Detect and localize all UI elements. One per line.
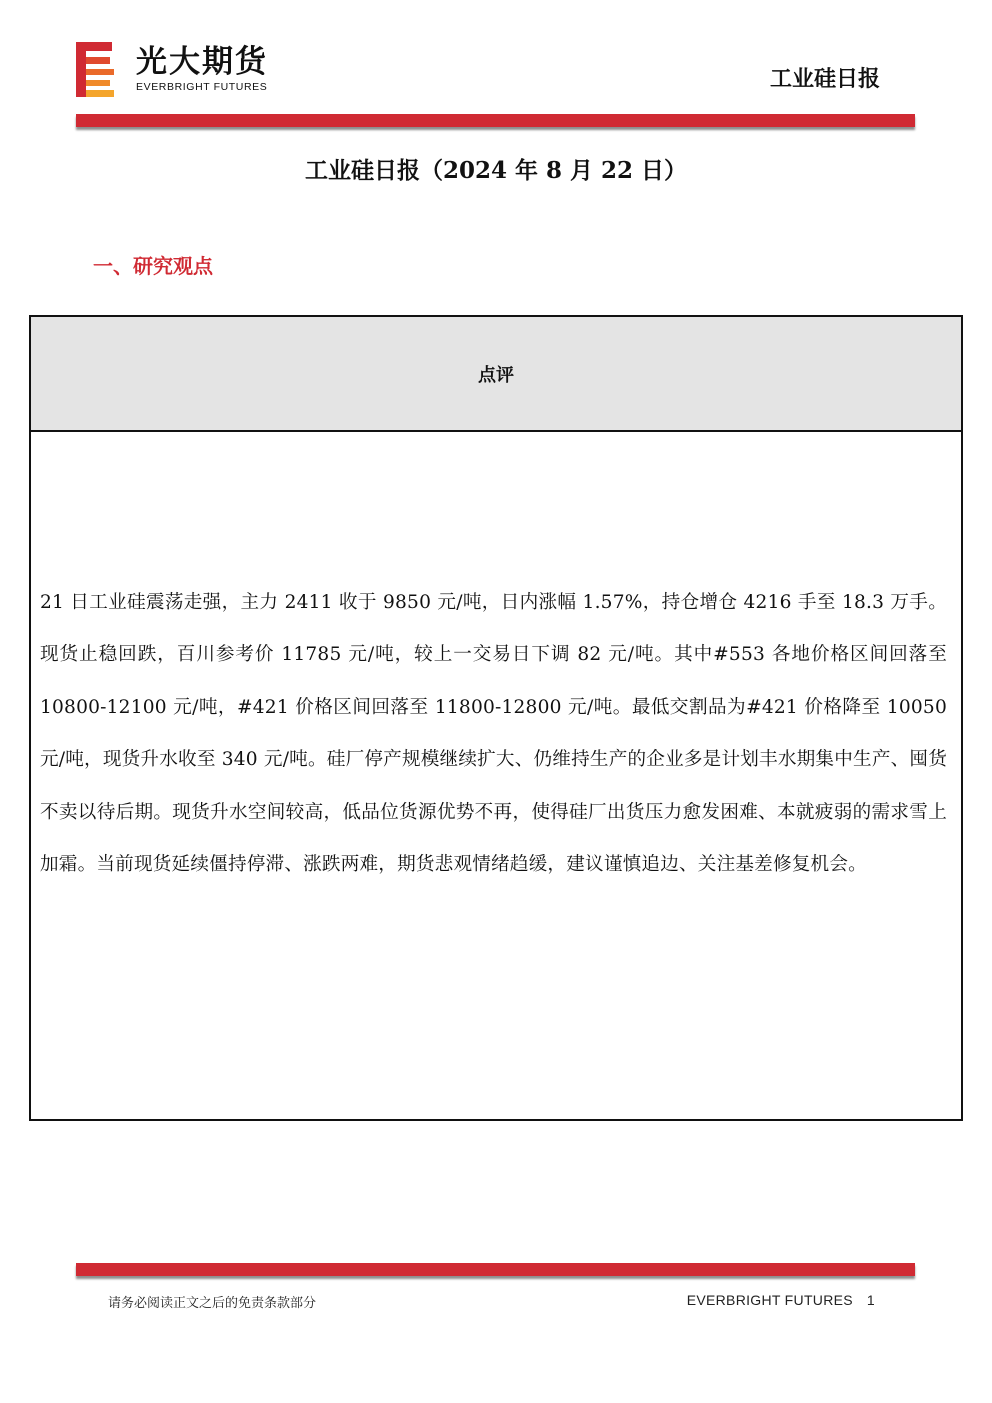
footer-disclaimer: 请务必阅读正文之后的免责条款部分 (108, 1296, 317, 1311)
footer-divider (76, 1263, 915, 1276)
report-type-header: 工业硅日报 (769, 66, 880, 92)
footer-company: EVERBRIGHT FUTURES (686, 1292, 853, 1308)
page-number: 1 (866, 1292, 875, 1308)
brand-name-cn: 光大期货 (136, 44, 268, 80)
report-title: 工业硅日报（2024 年 8 月 22 日） (304, 157, 688, 184)
section-heading: 一、研究观点 (93, 254, 213, 278)
review-table-header: 点评 (31, 317, 961, 432)
review-table (29, 315, 963, 1121)
review-table-body: 21 日工业硅震荡走强，主力 2411 收于 9850 元/吨，日内涨幅 1.57%，持仓增仓 4216 手至 18.3 万手。现货止稳回跌，百川参考价 11785 元/吨，较上一交易日下调 82 元/吨。其中#553 各地价格区间回落至 10800-12100 元/吨，#421 价格区间回落至 11800-12800 元/吨。最低交割品为#421 价格降至 10050 元/吨，现货升水收至 340 元/吨。硅厂停产规模继续扩大、仍维持生产的企业多是计划丰水期集中生产、囤货不卖以待后期。现货升水空间较高，低品位货源优势不再，使得硅厂出货压力愈发困难、本就疲弱的需求雪上加霜。当前现货延续僵持停滞、涨跌两难，期货悲观情绪趋缓，建议谨慎追边、关注基差修复机会。 (40, 592, 947, 876)
brand-name-en: EVERBRIGHT FUTURES (136, 81, 268, 93)
everbright-logo-icon (76, 42, 116, 97)
footer-info (687, 1292, 875, 1308)
header-divider (76, 114, 915, 127)
